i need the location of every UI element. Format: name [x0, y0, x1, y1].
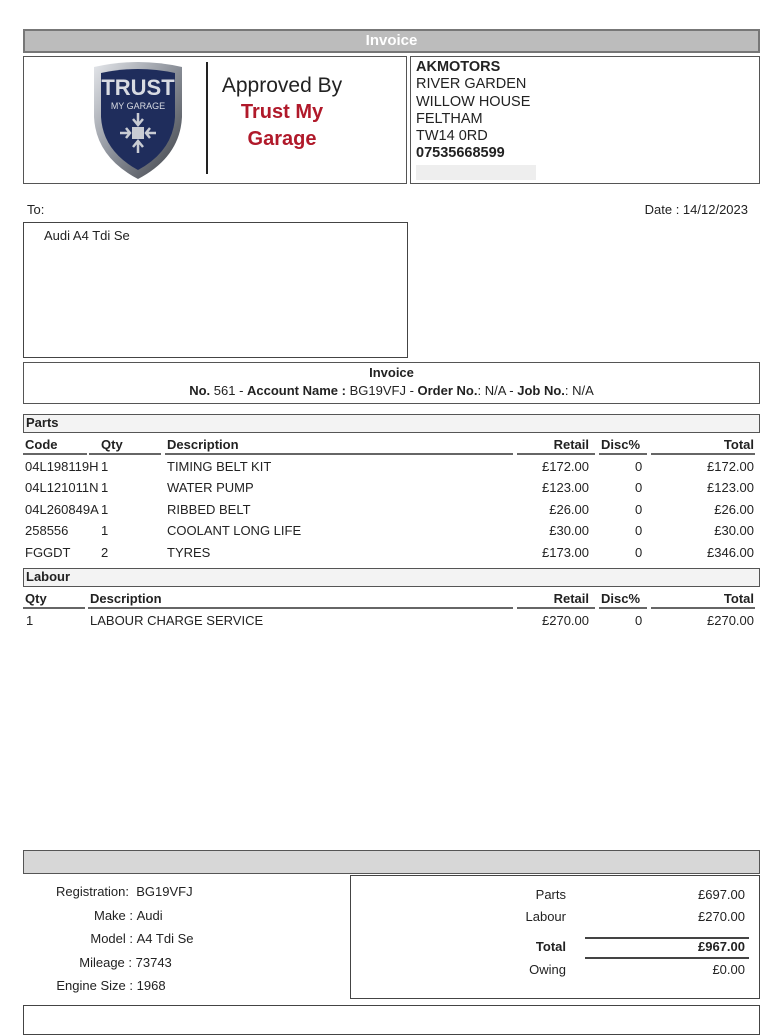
address-line: FELTHAM	[416, 110, 483, 127]
cell-total: £123.00	[707, 480, 754, 495]
totals-parts-value: £697.00	[698, 887, 745, 902]
col-disc: Disc%	[601, 591, 641, 606]
labour-header-row	[23, 588, 760, 610]
cell-qty: 1	[26, 612, 34, 628]
cell-code: 258556	[25, 523, 69, 538]
cell-qty: 1	[101, 501, 109, 517]
badge-text-my-garage: MY GARAGE	[110, 101, 166, 111]
totals-owing-row	[351, 959, 759, 981]
cell-total: £172.00	[707, 458, 754, 474]
cell-total: £26.00	[714, 501, 754, 517]
trust-my-label: Trust My	[240, 101, 324, 123]
model-label: Model :	[90, 931, 133, 946]
col-description: Description	[90, 591, 162, 606]
mileage-value: 73743	[135, 954, 172, 970]
registration-row	[23, 880, 343, 904]
parts-table	[23, 434, 760, 563]
badge-text-trust: TRUST	[101, 75, 175, 100]
cell-qty: 1	[101, 480, 109, 495]
parts-section-header	[23, 414, 760, 433]
invoice-heading: Invoice	[369, 365, 414, 380]
cell-disc: 0	[635, 458, 643, 474]
registration-value: BG19VFJ	[136, 884, 193, 899]
cell-description: TIMING BELT KIT	[167, 458, 272, 474]
invoice-info-box	[23, 362, 760, 404]
address-line: TW14 0RD	[416, 128, 488, 145]
parts-table-row	[23, 456, 760, 478]
engine-size-label: Engine Size :	[56, 978, 133, 993]
cell-total: £346.00	[707, 544, 754, 560]
col-retail: Retail	[553, 437, 589, 452]
invoice-date: Date : 14/12/2023	[644, 202, 748, 217]
company-phone: 07535668599	[416, 145, 505, 162]
model-value: A4 Tdi Se	[136, 931, 194, 946]
cell-retail: £123.00	[542, 480, 589, 495]
invoice-title: Invoice	[365, 32, 418, 49]
cell-qty: 1	[101, 523, 109, 538]
cell-retail: £26.00	[549, 501, 589, 517]
col-qty: Qty	[101, 437, 123, 452]
address-line: WILLOW HOUSE	[416, 93, 531, 110]
company-name: AKMOTORS	[416, 59, 501, 75]
company-address-box	[410, 56, 760, 184]
engine-size-value: 1968	[136, 978, 166, 993]
logo-divider	[206, 62, 208, 174]
cell-disc: 0	[635, 523, 643, 538]
col-retail: Retail	[553, 591, 589, 606]
col-description: Description	[167, 437, 239, 452]
notes-box	[23, 1005, 760, 1035]
job-no-value: : N/A	[564, 383, 594, 398]
cell-description: LABOUR CHARGE SERVICE	[90, 612, 264, 628]
cell-code: 04L198119H	[25, 458, 99, 474]
labour-section-title: Labour	[26, 569, 71, 584]
cell-qty: 1	[101, 458, 109, 474]
engine-size-row	[23, 974, 343, 998]
cell-qty: 2	[101, 544, 109, 560]
model-row	[23, 927, 343, 951]
invoice-title-bar	[23, 29, 760, 53]
totals-owing-label: Owing	[529, 962, 566, 977]
labour-section-header	[23, 568, 760, 587]
approved-by-label: Approved By	[221, 74, 343, 97]
col-total: Total	[723, 591, 754, 606]
account-name-value: BG19VFJ -	[345, 383, 418, 398]
col-total: Total	[723, 437, 754, 452]
totals-owing-value: £0.00	[712, 962, 745, 977]
parts-table-row	[23, 520, 760, 542]
cell-disc: 0	[635, 480, 643, 495]
recipient-box	[23, 222, 408, 358]
cell-description: COOLANT LONG LIFE	[167, 523, 302, 538]
cell-description: TYRES	[167, 544, 211, 560]
totals-parts-row	[351, 884, 759, 906]
mileage-row	[23, 951, 343, 975]
account-name-label: Account Name :	[247, 383, 346, 398]
redacted-field	[416, 165, 536, 180]
order-no-value: : N/A -	[477, 383, 518, 398]
totals-box	[350, 875, 760, 999]
col-qty: Qty	[25, 591, 47, 606]
order-no-label: Order No.	[417, 383, 478, 398]
registration-label: Registration:	[56, 884, 129, 899]
cell-retail: £173.00	[542, 544, 589, 560]
make-label: Make :	[93, 907, 133, 923]
footer-bar	[23, 850, 760, 874]
totals-total-label: Total	[535, 939, 566, 954]
recipient-name: Audi A4 Tdi Se	[44, 228, 130, 243]
cell-disc: 0	[635, 501, 643, 517]
totals-parts-label: Parts	[535, 887, 566, 902]
cell-total: £30.00	[714, 523, 754, 538]
address-line: RIVER GARDEN	[416, 76, 527, 93]
totals-total-row	[351, 936, 759, 958]
trust-my-garage-shield-logo	[88, 59, 188, 181]
invoice-no-value: 561 -	[210, 383, 248, 398]
job-no-label: Job No.	[517, 383, 565, 398]
cell-description: RIBBED BELT	[167, 501, 251, 517]
make-row	[23, 904, 343, 928]
mileage-label: Mileage :	[79, 954, 132, 970]
invoice-details-line	[24, 382, 759, 400]
col-code: Code	[25, 437, 58, 452]
parts-table-row	[23, 477, 760, 499]
totals-labour-value: £270.00	[698, 909, 745, 924]
cell-retail: £270.00	[542, 612, 589, 628]
totals-total-value: £967.00	[698, 939, 745, 954]
labour-table-row	[23, 610, 760, 632]
invoice-no-label: No.	[189, 383, 211, 398]
parts-table-row	[23, 542, 760, 564]
parts-header-row	[23, 434, 760, 456]
cell-retail: £172.00	[542, 458, 589, 474]
col-disc: Disc%	[601, 437, 641, 452]
totals-labour-label: Labour	[525, 909, 566, 924]
cell-disc: 0	[635, 612, 643, 628]
cell-retail: £30.00	[549, 523, 589, 538]
to-label: To:	[27, 202, 45, 217]
cell-disc: 0	[635, 544, 643, 560]
cell-code: 04L121011N	[25, 480, 99, 495]
cell-code: 04L260849A	[25, 501, 99, 517]
make-value: Audi	[136, 907, 163, 923]
vehicle-details	[23, 880, 343, 998]
cell-code: FGGDT	[25, 544, 71, 560]
cell-description: WATER PUMP	[167, 480, 254, 495]
cell-total: £270.00	[707, 612, 754, 628]
parts-table-row	[23, 499, 760, 521]
approved-by-text	[212, 72, 352, 153]
labour-table	[23, 588, 760, 631]
garage-label: Garage	[247, 128, 317, 150]
totals-labour-row	[351, 906, 759, 928]
parts-section-title: Parts	[26, 415, 59, 430]
